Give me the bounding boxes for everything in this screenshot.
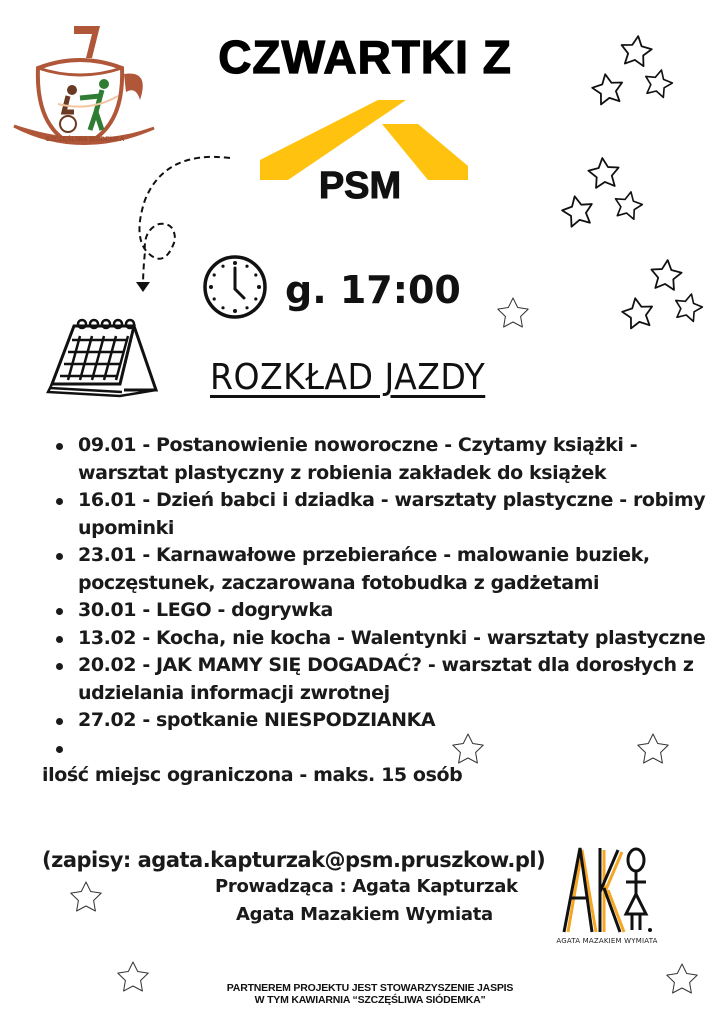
star-outline-icon bbox=[672, 291, 705, 323]
clock-icon bbox=[202, 254, 268, 320]
event-time: g. 17:00 bbox=[285, 268, 461, 312]
schedule-heading: ROZKŁAD JAZDY bbox=[210, 357, 486, 398]
schedule-item: 27.02 - spotkanie NIESPODZIANKA bbox=[48, 707, 718, 735]
schedule-item-empty bbox=[48, 735, 718, 762]
star-outline-icon bbox=[587, 156, 620, 188]
ak-logo-caption: AGATA MAZAKIEM WYMIATA bbox=[556, 937, 658, 945]
star-outline-icon bbox=[612, 189, 644, 220]
star-outline-icon bbox=[667, 964, 697, 993]
host-name: Prowadząca : Agata Kapturzak bbox=[215, 876, 518, 897]
schedule-item: 16.01 - Dzień babci i dziadka - warsztaty plastyczne - robimy upominki bbox=[48, 487, 718, 542]
capacity-note: ilość miejsc ograniczona - maks. 15 osób bbox=[42, 764, 463, 786]
partner-note bbox=[190, 982, 550, 1006]
partner-line-1: PARTNEREM PROJEKTU JEST STOWARZYSZENIE JASPIS bbox=[226, 982, 514, 994]
star-outline-icon bbox=[560, 193, 596, 228]
star-outline-icon bbox=[642, 67, 675, 99]
schedule-item: 30.01 - LEGO - dogrywka bbox=[48, 597, 718, 625]
star-outline-icon bbox=[619, 34, 653, 67]
cafe-logo-caption: SZCZĘŚLIWA SIÓDEMKA bbox=[45, 136, 125, 143]
star-outline-icon bbox=[71, 882, 101, 911]
star-outline-icon bbox=[650, 258, 683, 290]
ak-logo-icon bbox=[560, 842, 660, 942]
star-outline-icon bbox=[118, 962, 148, 991]
schedule-item: 23.01 - Karnawałowe przebierańce - malowanie buziek, poczęstunek, zaczarowana fotobudka z gadżetami bbox=[48, 542, 718, 597]
schedule-item: 09.01 - Postanowienie noworoczne - Czytamy książki - warsztat plastyczny z robienia zakładek do książek bbox=[48, 432, 718, 487]
signup-email[interactable]: (zapisy: agata.kapturzak@psm.pruszkow.pl) bbox=[42, 848, 546, 872]
schedule-item: 13.02 - Kocha, nie kocha - Walentynki - warsztaty plastyczne bbox=[48, 625, 718, 653]
schedule-list bbox=[48, 432, 718, 762]
star-outline-icon bbox=[590, 72, 625, 106]
page-title: CZWARTKI Z bbox=[218, 31, 512, 83]
star-outline-icon bbox=[498, 298, 528, 327]
calendar-icon bbox=[44, 316, 164, 406]
star-outline-icon bbox=[620, 296, 655, 330]
schedule-item: 20.02 - JAK MAMY SIĘ DOGADAĆ? - warsztat dla dorosłych z udzielania informacji zwrotnej bbox=[48, 652, 718, 707]
partner-line-2: W TYM KAWIARNIA “SZCZĘŚLIWA SIÓDEMKA" bbox=[254, 994, 486, 1006]
host-brand: Agata Mazakiem Wymiata bbox=[236, 904, 493, 925]
psm-brand: PSM bbox=[318, 165, 402, 207]
